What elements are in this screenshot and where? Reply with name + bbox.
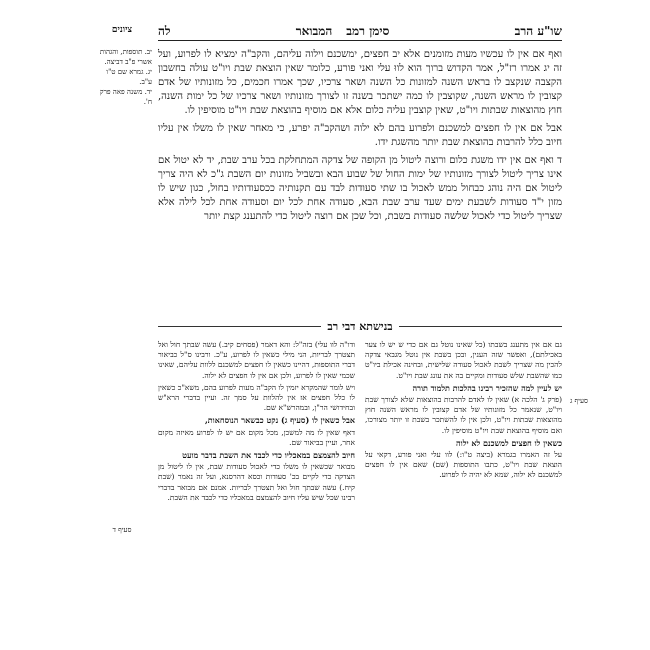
commentary-columns	[158, 340, 562, 636]
tziyunim-notes	[92, 47, 152, 107]
commentary-heading: אבל כשאין לו (סעיף ג) נקט כבשאר הנוסחאות,	[205, 415, 355, 426]
commentary-heading: חיוב להצמצם במאכליו כדי לכבד את השבת בדבר מועט	[182, 450, 355, 461]
commentary-paragraph: דאף שאין לו מה למשכן, מכל מקום אם יש לו לפרוע מאיזה מקום אחר, ועיין בביאור שם.	[158, 427, 355, 447]
tziyun-note: יד. משנה פאה פרק ח'.	[99, 88, 152, 106]
section-title	[158, 320, 562, 333]
commentary-paragraph: מבואר שכשאין לו משלו כדי לאכול סעודות שבת, אין לו ליטול מן הצדקה כדי לקיים בכ' סעודות וכסא דהרסנא, ועל זה נאמר (שבת קיח.) עשה שבתך חול ואל תצטרך לבריות. אמנם אם מבואר בדברי רבינו שכל שיש עליו חיוב להצמצם במאכליו כדי לכבד את השבת.	[158, 462, 355, 502]
header-mevuar: המבואר	[295, 23, 333, 38]
commentary-paragraph: גם אם אין מתענג בשבתו (כל שאינו נוטל גם אם כדי ש יש לו צער באכילתם), ואפשר שזה הענין, ובכן בשבת אין נוטל מגבאי צדקה להכין מה שצריך לשבת לאכול סעודה שלישית, ובחינה אכילת ביו"ט כמו שהשבת שלש סעודות ומקיים בה את עונג שבת ויו"ט.	[365, 340, 562, 380]
commentary-heading: כשאין לו חפצים למשכנם לא ילוה	[456, 437, 562, 448]
commentary-column-right	[365, 340, 562, 636]
header-center	[296, 24, 390, 39]
commentary-column-left	[158, 340, 355, 636]
commentary-paragraph: ודו"ה לוו עלי) בזה"ל: והא דאמר (פסחים קיב.) עשה שבתך חול ואל תצטרך לבריות, הני מילי כשאין לו לפרוע, ע"כ. ורבינו ס"ל כביאור דברי התוספות, דהיינו כשאין לו חפצים למשכנם ללוות עליהם, שאינו שכמי שאין לו לפרוע, ולכן אם אין לו חפצים לא ילוה.	[158, 340, 355, 380]
header-book-title: שו"ע הרב	[514, 23, 562, 38]
section-rule	[399, 326, 562, 327]
tziyun-note: יג. גמרא שם ט"ו ע"ב.	[106, 68, 152, 86]
section-rule	[158, 326, 321, 327]
main-paragraph: ואף אם אין לו עכשיו מעות מזומנים אלא יב חפצים, ימשכנם וילוה עליהם, והקב"ה ימציא לו לפרוע, ועל זה יג אמרו רז"ל, אמר הקדוש ברוך הוא לווּ עלי ואני פורע, כלומר שאין הוצאת שבת ויו"ט עולה בחשבון הקצבה שנקצב לו בראש השנה למזונות כל השנה ושאר צרכיו, שכך אמרו חכמים, כל מזונותיו של אדם קצובין לו מראש השנה, שקוצבין לו כמה ישתכר בשנה זו לצורך מזונותיו ושאר צרכיו של כל ימות השנה, חוץ מהוצאות שבתות ויו"ט, שאין קוצבין עליה כלום אלא אם מוסיף בהוצאת שבת ויו"ט מוסיפין לו.	[158, 49, 562, 116]
tziyunim-heading: ציונים	[111, 25, 133, 35]
commentary-paragraph: (פרק ג' הלכה א) שאין לו לאדם להרבות בהוצאות שלא לצורך שבת ויו"ט, שנאמר כל מזונותיו של אדם קצובין לו מראש השנה חוץ מהוצאות שבתות ויו"ט, ולכן אין לו להשתכר בשבת זו יותר מצורכו, ואם מוסיף בהוצאת שבת ויו"ט מוסיפין לו.	[365, 395, 562, 435]
margin-label-left: סעיף ד	[112, 526, 132, 534]
main-paragraph: ד ואף אם אין ידו משגת כלום ורוצה ליטול מן הקופה של צדקה המתחלקת בכל ערב שבת, יד לא יטול אם אינו צריך ליטול לצורך מזונותיו של ימות החול של שבוע הבא ובשביל מזונות יום השבת ג"כ לא היה צריך ליטול אם היה נוהג כבחול ממש לאכול בו שתי סעודות לבד עם תקנותיה ככסעודותיו בחול, כגון שיש לו מזון י"ד סעודות לשבעת ימים שעד ערב שבת הבא, סעודה אחת לכל יום וסעודה אחת לכל לילה אלא שצריך ליטול כדי לאכול שלשה סעודות בשבת, וכל שכן אם רוצה ליטול כדי להתענג קצת יותר	[158, 155, 562, 222]
commentary-paragraph: ויש לומר שהמקרא יזמין לו הקב"ה מעות לפרוע בהם, משא"כ כשאין לו כלל חפצים אז אין להלוות על סמך זה. ועיין בדברי הרא"ש ובחידושי הר"ן, ובמהרש"א שם.	[158, 382, 355, 413]
page-header	[158, 22, 562, 41]
margin-label-right: סעיף ג	[570, 397, 588, 405]
commentary-paragraph: על זה האמרו בגמרא (ביצה ט"ו:) לוו עלי ואני פורע, דקאי על הוצאת שבת ויו"ט, כתבו התוספות (שם) שאם אין לו חפצים למשכנם לא ילוה, שמא לא יהיה לו לפרוע.	[365, 450, 562, 480]
section-title-text: בנישתא דבי רב	[327, 320, 393, 333]
commentary-heading: יש לעיין למה שהזכיר רבינו בהלכות תלמוד תורה	[412, 382, 562, 393]
header-siman: סימן רמב	[346, 23, 390, 38]
main-text	[158, 48, 562, 228]
tziyun-note: יב. תוספות, והגהות אשרי פ"ב דביצה.	[99, 48, 152, 66]
page-number: לה	[158, 23, 171, 38]
main-paragraph: אבל אם אין לו חפצים למשכנם ולפרוע בהם לא ילוה ושהקב"ה יפרע, כי מאחר שאין לו משלו אין עליו חיוב כלל להרבות בהוצאת שבת יותר מהשגת ידו.	[158, 123, 562, 148]
